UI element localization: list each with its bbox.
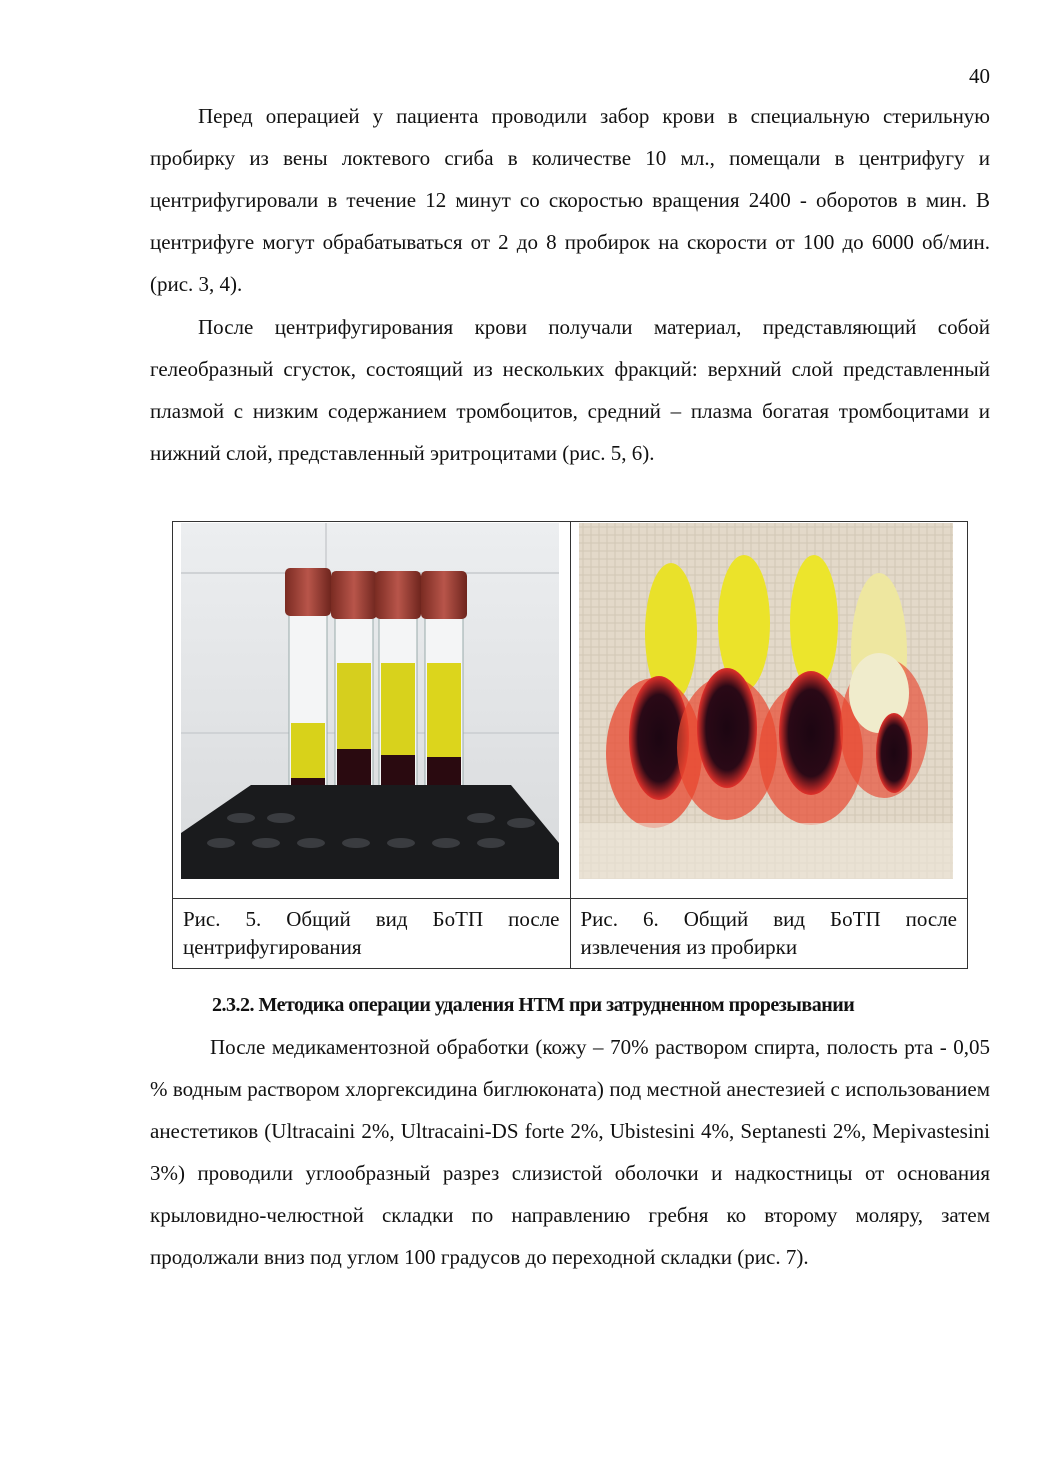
figure-6-cell <box>570 522 968 899</box>
tube-cap-4 <box>421 571 467 619</box>
figure-table <box>172 521 968 969</box>
tube-cap-1 <box>285 568 331 616</box>
test-tube-2 <box>331 571 377 821</box>
figure-5-caption: Рис. 5. Общий вид БоТП после центрифугирования <box>173 899 571 969</box>
test-tube-1 <box>285 568 331 821</box>
test-tube-3 <box>375 571 421 821</box>
figure-5-cell <box>173 522 571 899</box>
figure-5-photo <box>181 523 559 879</box>
paragraph-2 <box>150 306 990 474</box>
page-number: 40 <box>969 64 990 88</box>
paragraph-2-text: После центрифугирования крови получали материал, представляющий собой гелеобразный сгусток, состоящий из нескольких фракций: верхний слой представленный плазмой с низким содержанием тромбоцитов, средний – плазма богатая тромбоцитами и нижний слой, представленный эритроцитами (рис. 5, 6). <box>150 315 990 465</box>
tube-cap-2 <box>331 571 377 619</box>
paragraph-1 <box>150 95 990 305</box>
tube-cap-3 <box>375 571 421 619</box>
figure-6-caption: Рис. 6. Общий вид БоТП после извлечения из пробирки <box>570 899 968 969</box>
paragraph-3-text: После медикаментозной обработки (кожу – 70% раствором спирта, полость рта - 0,05 % водным раствором хлоргексидина биглюконата) под местной анестезией с использованием анестетиков (Ultracaini 2%, Ultracaini-DS forte 2%, Ubistesini 4%, Septanesti 2%, Mepivastesini 3%) проводили углообразный разрез слизистой оболочки и надкостницы от основания крыловидно-челюстной складки по направлению гребня ко второму моляру, затем продолжали вниз под углом 100 градусов до переходной складки (рис. 7). <box>150 1035 990 1269</box>
figure-6-photo <box>579 523 953 879</box>
paragraph-1-text: Перед операцией у пациента проводили забор крови в специальную стерильную пробирку из вены локтевого сгиба в количестве 10 мл., помещали в центрифугу и центрифугировали в течение 12 минут со скоростью вращения 2400 - оборотов в мин. В центрифуге могут обрабатываться от 2 до 8 пробирок на скорости от 100 до 6000 об/мин. (рис. 3, 4). <box>150 104 990 296</box>
test-tube-4 <box>421 571 467 821</box>
section-heading: 2.3.2. Методика операции удаления НТМ при затрудненном прорезывании <box>212 994 855 1016</box>
paragraph-3 <box>150 1026 990 1278</box>
tube-rack <box>181 785 559 879</box>
